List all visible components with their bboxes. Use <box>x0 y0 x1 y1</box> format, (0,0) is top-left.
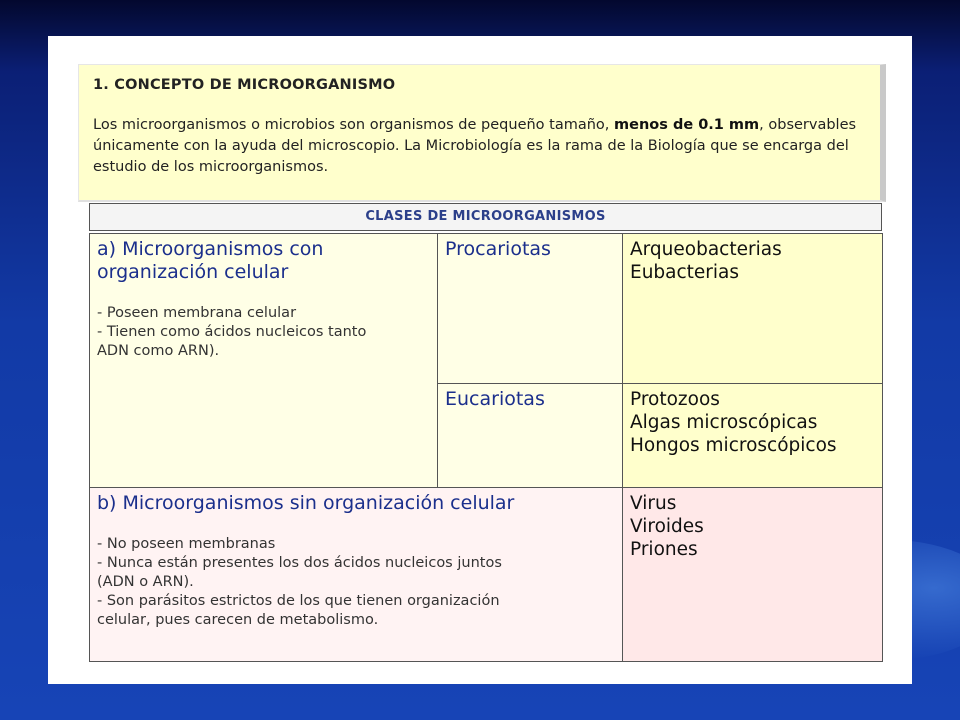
table-row <box>90 234 883 384</box>
cellular-description-cell <box>90 234 438 488</box>
member-priones: Priones <box>630 539 698 560</box>
procariotas-cell <box>438 234 623 384</box>
acellular-members-cell <box>623 488 883 662</box>
member-viroides: Viroides <box>630 516 704 537</box>
group-name-eucariotas: Eucariotas <box>445 388 545 410</box>
classes-table <box>89 233 883 662</box>
cellular-note: ADN como ARN). <box>97 343 220 359</box>
member-protozoos: Protozoos <box>630 389 720 410</box>
slide-content-panel <box>48 36 912 684</box>
cellular-title-line-1: a) Microorganismos con <box>97 238 324 260</box>
concept-text-part-2: , observables únicamente con la ayuda del microscopio. La Microbiología es la rama de la Biología que se encarga del estudio de los microorganismos. <box>93 117 857 175</box>
acellular-note: celular, pues carecen de metabolismo. <box>97 612 379 628</box>
member-eubacterias: Eubacterias <box>630 262 740 283</box>
concept-text-part-1: Los microorganismos o microbios son organismos de pequeño tamaño, <box>93 117 615 133</box>
concept-title: 1. CONCEPTO DE MICROORGANISMO <box>93 77 396 93</box>
acellular-note: - Son parásitos estrictos de los que tienen organización <box>97 593 500 609</box>
acellular-description-cell <box>90 488 623 662</box>
group-name-procariotas: Procariotas <box>445 238 551 260</box>
member-hongos: Hongos microscópicos <box>630 435 837 456</box>
table-row <box>90 488 883 662</box>
member-arqueobacterias: Arqueobacterias <box>630 239 782 260</box>
member-algas: Algas microscópicas <box>630 412 818 433</box>
acellular-note: - No poseen membranas <box>97 536 276 552</box>
eucariotas-cell <box>438 384 623 488</box>
acellular-note: - Nunca están presentes los dos ácidos nucleicos juntos <box>97 555 502 571</box>
classes-table-header: CLASES DE MICROORGANISMOS <box>89 203 882 231</box>
acellular-title: b) Microorganismos sin organización celular <box>97 492 515 514</box>
concept-text-bold: menos de 0.1 mm <box>614 117 760 133</box>
cellular-note: - Poseen membrana celular <box>97 305 297 321</box>
cellular-note: - Tienen como ácidos nucleicos tanto <box>97 324 367 340</box>
acellular-note: (ADN o ARN). <box>97 574 194 590</box>
eucariotas-members-cell <box>623 384 883 488</box>
cellular-title-line-2: organización celular <box>97 261 289 283</box>
procariotas-members-cell <box>623 234 883 384</box>
concept-box <box>78 64 886 202</box>
concept-text <box>93 115 873 178</box>
member-virus: Virus <box>630 493 677 514</box>
